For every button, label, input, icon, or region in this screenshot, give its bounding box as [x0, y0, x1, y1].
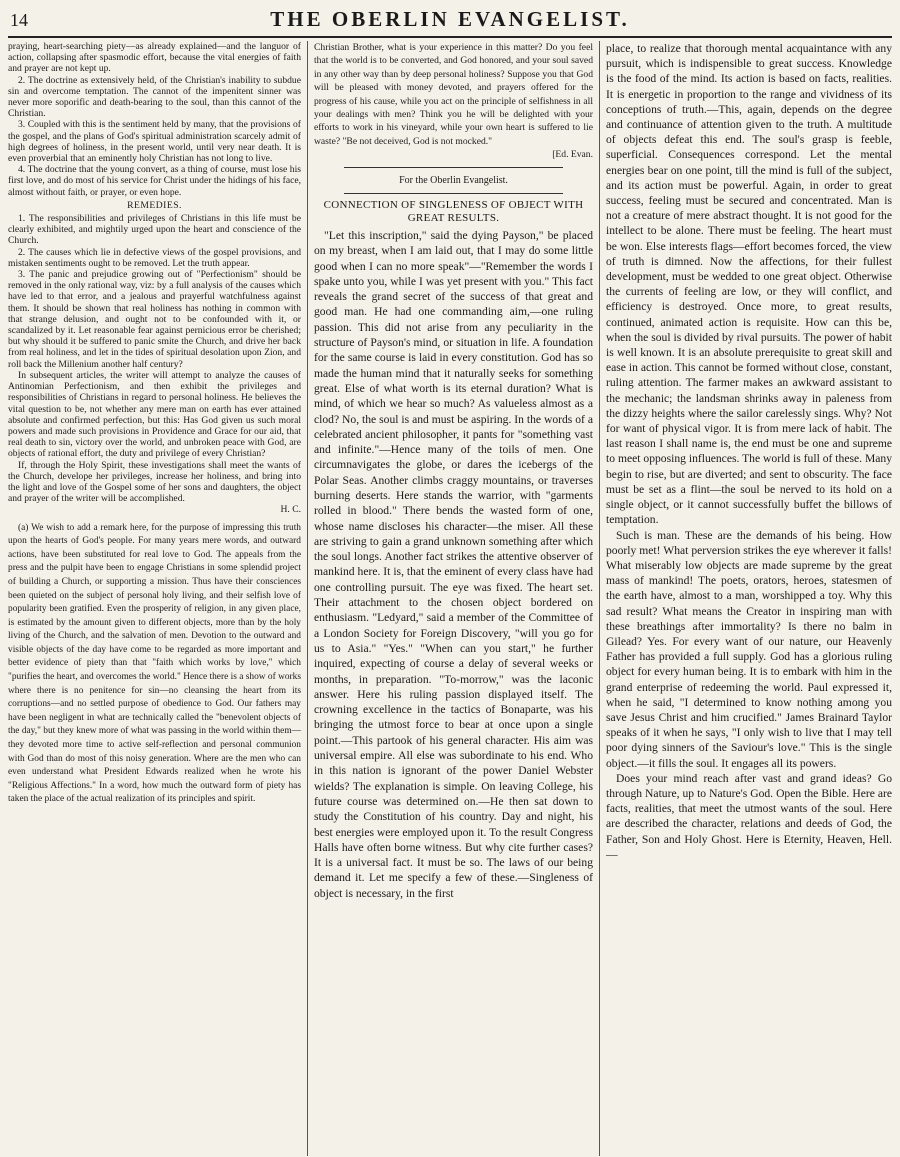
paragraph: Such is man. These are the demands of his being. How poorly met! What perversion strikes the eye wherever it falls! What miserably low objects are made supreme by the great mass of mankind! The poets, orators, heroes, statesmen of the earth have, almost to a man, worshipped a toy. Why this sad result? What means the Creator in inspiring man with these breathings after immortality? Is there no balm in Gilead? Yes. For every want of our nature, our Heavenly Father has provided a full supply. God has a glorious ruling object for every human being. It is to embark with him in the grand enterprise of redeeming the world. Paul expressed it, when he said, "I determined to know nothing among you save Jesus Christ and him crucified." James Brainard Taylor speaks of it when he says, "I only wish to live that I may tell poor dying sinners of the Saviour's love." This is the single object.—it fills the soul. It engages all its powers.: [606, 528, 892, 770]
page-title: THE OBERLIN EVANGELIST.: [270, 7, 630, 31]
paragraph: 1. The responsibilities and privileges of Christians in this life must be clearly exhibited, and mightily urged upon the heart and conscience of the Church.: [8, 213, 301, 247]
editor-note-continued: Christian Brother, what is your experience in this matter? Do you feel that the world is to be converted, and God honored, and your soul saved in any other way than by deep personal holiness? Suppose you that God will be pleased with money devoted, and prayers offered for the progress of his cause, while you act on the principle of selfishness in all your dealings with men? Think you he will be delighted with your efforts to work in his vineyard, while your own heart is suffered to lie waste? "Be not deceived, God is not mocked.": [314, 42, 593, 147]
paragraph: place, to realize that thorough mental acquaintance with any pursuit, which is indispensible to great success. Knowledge is the food of the mind. Its action is based on facts, realities. It is energetic in proportion to the range and vividness of its conceptions of truth.—This, again, depends on the degree and continuance of attention given to the truth. A multitude of objects defeat this end. The soul's grasp is feeble, superficial. Consequences correspond. Let the mental energies bear on one point, till the mind is full of the subject, and its action must be powerful. Again, in order to great success, feeling must be secured and concentrated. Man is not a creature of mere abstract thought. It is not good for the intellect to be alone. There must be feeling. The heart must be won. Else interests flags—effort becomes forced, the view of truth is dimned. Now the affections, for their fullest development, must be wedded to one great object. Otherwise the currents of feeling are low, or they will conflict, and efficiency is destroyed. Once more, to great results, continued, animated action is requisite. How can this be, when the soul is divided by rival pursuits. The power of habit is well known. It is an absolute prerequisite to great skill and ease in action. This cannot be formed without close, constant, ruling attention. The farmer makes an awkward assistant to the mechanic; the landsman shrinks away in paleness from the dizzy heights where the sailor carelessly sings. Why? Not for want of physical vigor. It is from mere lack of habit. The last reason I shall name is, the end must be one and supreme to meet opposing influences. The world is full of these. Many begin to rise, but are diverted; and sent to obscurity. The face must be set as a flint—the soul be nerved to its hold on a single object, or it cannot successfully buffet the billows of temptation.: [606, 42, 892, 527]
paragraph: praying, heart-searching piety—as already explained—and the languor of action, collapsing after spasmodic effort, because the vital energies of faith and prayer are not kept up.: [8, 41, 301, 75]
paragraph: 2. The causes which lie in defective views of the gospel provisions, and mistaken sentiments ought to be removed. Let the truth appear.: [8, 246, 301, 269]
column-3: [600, 41, 892, 1156]
paragraph: In subsequent articles, the writer will attempt to analyze the causes of Antinomian Perfectionism, and then exhibit the privileges and responsibilities of Christians in regard to personal holiness. He believes the vital question to be, not whether any mere man on earth has ever attained absolute and confirmed perfection, but this: Has God given us such moral powers and made such provisions in Providence and Grace for our aid, that real death to sin, victory over the world, and unbroken peace with God, are objects of rational effort, the duty and privilege of every Christian?: [8, 369, 301, 460]
paragraph: "Let this inscription," said the dying Payson," be placed on my breast, when I am laid out, that I may do some little good when I can no more speak"—"Remember the words I spake unto you, while I was yet present with you." This fact reveals the grand secret of the success of that great and good man. He had one commanding aim,—one ruling passion. This did not arise from any peculiarity in the structure of Payson's mind, or situation in life. A foundation for the same course is laid in every constitution. God has so made the human mind that it naturally seeks for something great. Else of what worth is its eternal duration? What is mind, of which we hear so much? As valueless almost as a clod? No, the soul is and must be aspiring. In the words of a celebrated ancient philosopher, it pants for "something vast and infinite."—Hence many of the toils of men. One circumnavigates the globe, or dares the icebergs of the Polar Seas. Another climbs craggy mountains, or traverses burning deserts. Here stands the warrior, with "garments rolled in blood." There bends the wasted form of one, whose name discloses his character—the miser. All these are striving to gain a grand unknown something after which the soul longs. Another fact strikes the attentive observer of mankind here. It is, that the eminent of every class have had one controlling pursuit. The eye was fixed. The heart set. Their attachment to the chosen object bordered on enthusiasm. "Ledyard," said a member of the Committee of a London Society for Foreign Discovery, "will you go for us to Asia." "Yes." "When can you start," he further inquired, expecting of course a delay of several weeks or months, in preparation. "To-morrow," was the laconic answer. Here his ruling passion displayed itself. The crowning excellence in the tactics of Bonaparte, was his bringing the utmost force to bear at once upon a single point.—This partook of his general character. His aim was universal empire. All else was subordinate to his end. Who in this nation is ignorant of the power Daniel Webster wields? The explanation is simple. On leaving College, his future course was determined on.—He then sat down to study the Constitution of his country. Day and night, his best energies were employed upon it. To the result Congress Halls have often borne witness. But why cite further cases? It is a universal fact. It must be so. The laws of our being demand it. Let me specify a few of these.—Singleness of object is necessary, in the first: [314, 228, 593, 900]
paragraph: 2. The doctrine as extensively held, of the Christian's inability to subdue sin and overcome temptation. The cannot of the impenitent sinner was never more soporific and death-bearing to the soul, than this cannot of the Christian.: [8, 74, 301, 120]
paragraph: 3. Coupled with this is the sentiment held by many, that the provisions of the gospel, and the plans of God's spiritual administration scarcely admit of high degrees of holiness, in the present world, until very near death. It is even proverbial that an eminently holy Christian has not long to live.: [8, 119, 301, 165]
masthead: [8, 6, 892, 38]
paragraph: If, through the Holy Spirit, these investigations shall meet the wants of the Church, develope her privileges, increase her holiness, and bring into the light and love of the Gospel some of her sons and daughters, the object and prayer of the writer will be accomplished.: [8, 459, 301, 505]
editor-note: (a) We wish to add a remark here, for the purpose of impressing this truth upon the hearts of God's people. For many years mere words, and outward actions, have been substituted for real love to God. The appeals from the press and the pulpit have been to engage Christians in some splendid project of building a Church, or supporting a mission. Thus have their consciences been quieted on the subject of personal holy living, and their selfish love of popularity been gratified. Even the prosperity of religion, in any given place, is estimated by the amount given to different objects, more than by the holy living of the Church, and the salvation of men. Devotion to the outward and visible objects of the day have come to be regarded as more important and better evidence of piety than that "faith which works by love," which "purifies the heart, and overcomes the world." Hence there is a show of works where there is no penitence for sin—no cleansing the heart from its corruptions—and no settled purpose of obedience to God. Our fathers may have been negligent in what are technically called the "benevolent objects of the day," but they knew more of what was passing in the world within them—they devoted more time to active self-reflection and personal communion with God than do most of this noisy generation. Where are the men who can even understand what President Edwards realized when he wrote his "Religious Affections." In a word, how much the outward form of piety has taken the place of the actual realization of its principles and spirit.: [8, 522, 301, 805]
article-title: CONNECTION OF SINGLENESS OF OBJECT WITH GREAT RESULTS.: [323, 198, 584, 224]
column-1: [8, 41, 308, 1156]
columns: [8, 41, 892, 1156]
page-number: 14: [10, 10, 28, 30]
author-signature: H. C.: [280, 504, 301, 516]
remedies-heading: REMEDIES.: [127, 199, 182, 211]
paragraph: Does your mind reach after vast and grand ideas? Go through Nature, up to Nature's God. Open the Bible. Here are facts, realities, that meet the utmost wants of the soul. Here are described the character, relations and deeds of God, the Father, Son and Holy Ghost. Here is Eternity, Heaven, Hell.—: [606, 771, 892, 861]
byline: For the Oberlin Evangelist.: [399, 174, 508, 186]
paragraph: 3. The panic and prejudice growing out of "Perfectionism" should be removed in the only rational way, viz: by a full analysis of the causes which have led to that error, and a jealous and prayerful watchfulness against them. It should be shown that real holiness has nothing in common with that strange delusion, and ought not to be confounded with it, or scandalized by it. Let reasonable fear against pernicious error be cherished; but why should it be suffered to panic smite the Church, and drive her back from real holiness, and let in the tides of spiritual desolation upon Zion, and roll back the Millenium another half century?: [8, 269, 301, 370]
column-2: [308, 41, 600, 1156]
paragraph: 4. The doctrine that the young convert, as a thing of course, must lose his first love, and do most of his service for Christ under the hidings of his face, almost without faith, or prayer, or even hope.: [8, 164, 301, 198]
divider: [344, 167, 563, 168]
editor-signature: [Ed. Evan.: [552, 149, 593, 161]
divider: [344, 193, 563, 194]
